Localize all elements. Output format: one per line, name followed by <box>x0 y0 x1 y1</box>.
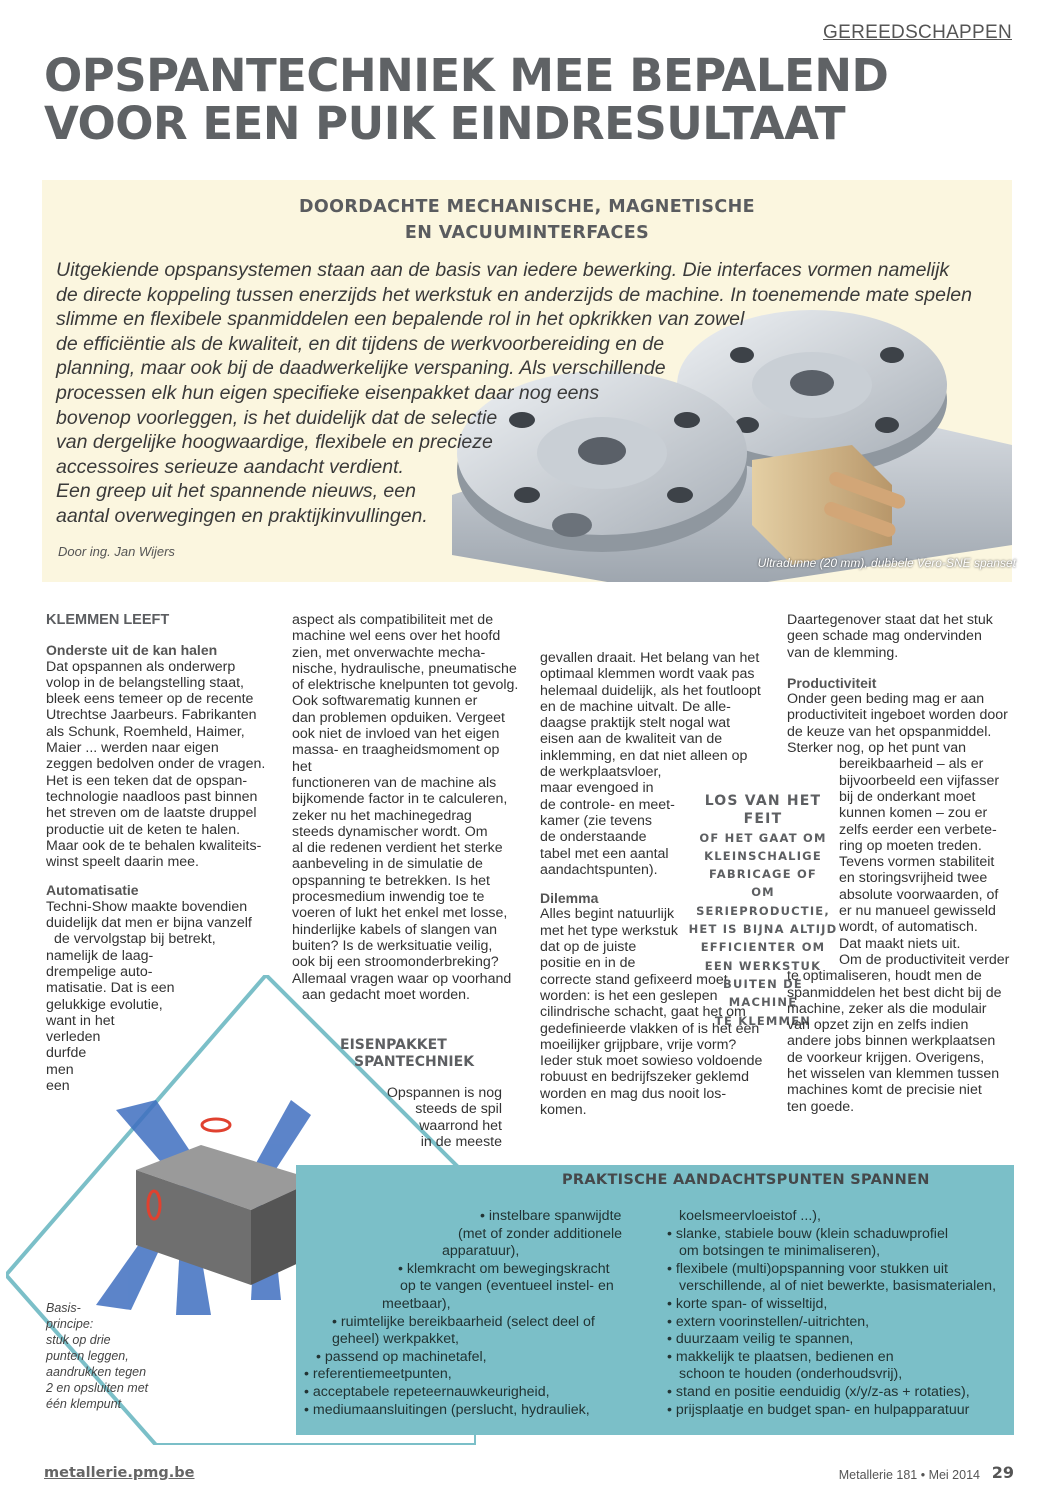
body-line: en de machine uitvalt. De alle- <box>540 698 731 715</box>
body-line: de werkplaatsvloer, <box>540 764 662 781</box>
body-line: ten goede. <box>787 1098 855 1115</box>
lead-line: accessoires serieuze aandacht verdient. <box>56 455 404 478</box>
body-line: dat op de juiste <box>540 939 637 956</box>
caption-line: één klempunt <box>46 1397 122 1411</box>
body-line: men <box>46 1061 74 1078</box>
body-line: zeggen bedolven onder de vragen. <box>46 756 266 773</box>
body-line: aanbeveling in de simulatie de <box>292 856 483 873</box>
body-line: gevallen draait. Het belang van het <box>540 650 760 666</box>
column-2 <box>292 612 522 1003</box>
body-line: namelijk de laag- <box>46 947 154 964</box>
checklist-item: meetbaar), <box>382 1295 451 1312</box>
body-line: steeds de spil <box>415 1101 502 1118</box>
body-line: procesmedium inwendig toe te <box>292 889 485 906</box>
subheading-dilemma: Dilemma <box>540 890 599 907</box>
body-line: machine, zeker als die modulair <box>787 1000 987 1017</box>
column-4 <box>787 612 1022 1115</box>
body-line: Maier ... werden naar eigen <box>46 740 219 757</box>
lead-line: de efficiëntie als de kwaliteit, en dit tijdens de werkvoorbereiding en de <box>56 332 665 355</box>
pull-quote-line: OF HET GAAT OM <box>699 830 827 845</box>
aandachtspunten-right <box>667 1208 1012 1419</box>
body-line: Ook softwarematig kunnen er <box>292 693 478 710</box>
subheading-automatisatie: Automatisatie <box>46 882 139 899</box>
checklist-item: (met of zonder additionele <box>458 1225 623 1242</box>
caption-line: aandrukken tegen <box>46 1365 147 1379</box>
body-line: kunnen komen – zou er <box>839 805 988 822</box>
body-line: al die redenen verdient het sterke <box>292 840 503 857</box>
body-line: want in het <box>46 1012 115 1029</box>
checklist-item: geheel) werkpakket, <box>332 1331 459 1348</box>
body-line: of elektrische knelpunten tot gevolg. <box>292 677 519 694</box>
body-line: positie en in de <box>540 955 636 972</box>
body-line: ook bij een stroomonderbreking? <box>292 954 499 971</box>
caption-line: principe: <box>46 1317 94 1331</box>
lead-line: slimme en flexibele spanmiddelen een bepalende rol in het opkrikken van zowel <box>56 308 745 331</box>
body-line: bij de onderkant moet <box>839 788 976 805</box>
intro-subtitle <box>42 194 1012 246</box>
checklist-item: • mediumaansluitingen (perslucht, hydrauliek, <box>304 1401 590 1418</box>
body-line: Sterker nog, op het punt van <box>787 740 967 757</box>
checklist-item: • korte span- of wisseltijd, <box>667 1295 828 1312</box>
body-line: de voorkeur krijgen. Overigens, <box>787 1049 985 1066</box>
body-line: tabel met een aantal <box>540 845 669 862</box>
body-line: aandachtspunten). <box>540 861 658 878</box>
body-line: matisatie. Dat is een <box>46 980 175 997</box>
body-line: in de meeste <box>420 1133 502 1150</box>
body-line: een <box>46 1078 70 1095</box>
body-line: spanmiddelen het best dicht bij de <box>787 984 1002 1001</box>
body-line: correcte stand gefixeerd moet <box>540 971 728 988</box>
pull-quote-line: TE KLEMMEN <box>714 1013 812 1028</box>
body-line: bijkomende factor in te calculeren, <box>292 791 508 808</box>
body-line: dan problemen opduiken. Vergeet <box>292 709 505 726</box>
checklist-item: • instelbare spanwijdte <box>480 1208 622 1224</box>
body-line: bereikbaarheid – als er <box>839 756 984 773</box>
body-line: bleek eens temeer op de recente <box>46 691 254 708</box>
body-line: Onder geen beding mag er aan <box>787 691 985 708</box>
body-line: inklemming, en dat niet alleen op <box>540 747 748 764</box>
body-line: cilindrische schacht, gaat het om <box>540 1004 746 1021</box>
footer-issue: Metallerie 181 • Mei 2014 <box>838 1468 980 1482</box>
lead-line: Een greep uit het spannende nieuws, een <box>56 480 416 503</box>
body-line: gedefinieerde vlakken of is het een <box>540 1020 760 1037</box>
body-line: geen schade mag ondervinden <box>787 628 982 645</box>
body-line: functioneren van de machine als <box>292 774 497 791</box>
checklist-item: apparatuur), <box>442 1243 520 1260</box>
body-line: Dat opspannen als onderwerp <box>46 658 236 675</box>
checklist-item: • ruimtelijke bereikbaarheid (select deel of <box>332 1313 595 1330</box>
lead-line: planning, maar ook bij de daadwerkelijke verspaning. Als verschillende <box>56 357 666 380</box>
body-line: maar evengoed in <box>540 780 654 797</box>
body-line: hinderlijke kabels of slangen van <box>292 921 498 938</box>
checklist-item: • acceptabele repeteernauwkeurigheid, <box>304 1383 550 1400</box>
body-line: eisen aan de kwaliteit van de <box>540 731 723 748</box>
body-line: volop in de belangstelling staat, <box>46 674 244 691</box>
body-line: steeds dynamischer wordt. Om <box>292 823 488 840</box>
checklist-item: koelsmeervloeistof ...), <box>679 1208 821 1224</box>
body-line: durfde <box>46 1045 87 1062</box>
body-line: met het type werkstuk <box>540 922 678 939</box>
caption-line: punten leggen, <box>46 1349 129 1363</box>
section-tag: GEREEDSCHAPPEN <box>823 22 1012 43</box>
body-line: Alles begint natuurlijk <box>540 906 675 923</box>
headline-line-2: VOOR EEN PUIK EINDRESULTAAT <box>44 97 846 150</box>
body-line: er nu manueel gewisseld <box>839 903 996 920</box>
body-line: wordt, of automatisch. <box>839 919 978 936</box>
checklist-item: om botsingen te minimaliseren), <box>679 1243 881 1260</box>
subheading-onderste: Onderste uit de kan halen <box>46 642 218 659</box>
body-line: machines komt de precisie niet <box>787 1082 982 1099</box>
body-line: duidelijk dat men er bijna vanzelf <box>46 915 252 932</box>
checklist-item: • slanke, stabiele bouw (klein schaduwprofiel <box>667 1225 948 1242</box>
body-line: Het is een teken dat de opspan- <box>46 772 248 789</box>
body-line: van opzet zijn en zelfs indien <box>787 1017 969 1034</box>
checklist-item: • makkelijk te plaatsen, bedienen en <box>667 1348 894 1365</box>
body-line: andere jobs binnen werkplaatsen <box>787 1033 996 1050</box>
body-line: worden: is het een geslepen <box>540 987 718 1004</box>
body-line: en storingsvrijheid twee <box>839 870 988 887</box>
intro-subtitle-line-2: EN VACUUMINTERFACES <box>404 223 650 243</box>
body-line: aan gedacht moet worden. <box>302 986 470 1003</box>
subheading-productiviteit: Productiviteit <box>787 674 877 691</box>
checklist-item: • passend op machinetafel, <box>316 1348 487 1365</box>
pull-quote-line: LOS VAN HET FEIT <box>704 793 822 828</box>
body-line: robuust en bedrijfszeker geklemd <box>540 1069 749 1086</box>
body-line: technologie naadloos past binnen <box>46 788 258 805</box>
body-line: productiviteit ingeboet worden door <box>787 707 1008 724</box>
body-line: optimaal klemmen wordt vaak pas <box>540 666 755 683</box>
body-line: het wisselen van klemmen tussen <box>787 1066 1000 1083</box>
body-line: ook niet de invloed van het eigen <box>292 726 500 743</box>
body-line: massa- en traagheidsmoment op het <box>292 742 500 775</box>
checklist-item: • referentiemeetpunten, <box>304 1366 452 1383</box>
body-line: zelfs eerder een verbete- <box>839 821 997 838</box>
body-line: waarrond het <box>419 1117 502 1134</box>
pull-quote-line: KLEINSCHALIGE <box>704 848 822 863</box>
body-line: opspanning te betrekken. Is het <box>292 872 490 889</box>
body-line: daagse praktijk stelt nogal wat <box>540 715 731 732</box>
checklist-item: schoon te houden (onderhoudsvrij), <box>679 1366 903 1383</box>
body-line: worden en mag dus nooit los- <box>540 1085 727 1102</box>
body-line: komen. <box>540 1102 587 1119</box>
lead-line: de directe koppeling tussen enerzijds het werkstuk en anderzijds de machine. In toenemende mate spelen <box>56 283 972 306</box>
body-line: Tevens vormen stabiliteit <box>839 854 995 871</box>
body-line: machine wel eens over het hoofd <box>292 628 501 645</box>
body-line: zeker nu het machinegedrag <box>292 807 472 824</box>
caption-line: 2 en opsluiten met <box>46 1381 149 1395</box>
body-line: absolute voorwaarden, of <box>839 886 999 903</box>
photo-caption: Ultradunne (20 mm), dubbele Vero-SNE spanset <box>757 556 1016 570</box>
pull-quote-line: OM SERIEPRODUCTIE, <box>696 885 830 918</box>
body-line: voeren of lukt het enkel met losse, <box>292 905 508 922</box>
intro-lead <box>56 258 976 529</box>
body-line: ring op moeten treden. <box>839 837 982 854</box>
pull-quote-line: HET IS BIJNA ALTIJD <box>688 922 838 937</box>
body-line: Om de productiviteit verder <box>839 951 1010 968</box>
body-line: de keuze van het opspanmiddel. <box>787 723 992 740</box>
body-line: zien, met onverwachte mecha- <box>292 644 486 661</box>
eisenpakket-title-1: EISENPAKKET <box>340 1037 447 1053</box>
body-line: buiten? Is de werksituatie veilig, <box>292 937 493 954</box>
diagram-caption <box>46 1300 176 1412</box>
body-line: winst speelt daarin mee. <box>46 854 199 871</box>
pull-quote-line: EFFICIENTER OM <box>700 940 826 955</box>
lead-line: processen elk hun eigen specifieke eisenpakket daar nog eens <box>56 381 600 404</box>
body-line: Ieder stuk moet sowieso voldoende <box>540 1053 763 1070</box>
caption-line: stuk op drie <box>46 1333 111 1347</box>
pull-quote-line: BUITEN DE MACHINE <box>723 976 803 1010</box>
headline-line-1: OPSPANTECHNIEK MEE BEPALEND <box>44 49 889 102</box>
checklist-item: • prijsplaatje en budget span- en hulpapparatuur <box>667 1401 970 1418</box>
body-line: drempelige auto- <box>46 963 153 980</box>
body-line: verleden <box>46 1029 101 1046</box>
body-line: kamer (zie tevens <box>540 812 652 829</box>
intro-box <box>42 180 1012 582</box>
section-heading-klemmen-leeft: KLEMMEN LEEFT <box>46 612 170 628</box>
lead-line: van dergelijke hoogwaardige, flexibele en precieze <box>56 431 493 454</box>
body-line: de onderstaande <box>540 829 647 846</box>
body-line: de vervolgstap bij betrekt, <box>54 931 216 948</box>
body-line: bijvoorbeeld een vijfasser <box>839 772 1000 789</box>
footer-url[interactable]: metallerie.pmg.be <box>44 1465 195 1481</box>
checklist-item: • flexibele (multi)opspanning voor stukken uit <box>667 1260 948 1277</box>
eisenpakket-title-2: SPANTECHNIEK <box>354 1054 475 1070</box>
pull-quote-line: EEN WERKSTUK <box>704 958 822 973</box>
body-line: te optimaliseren, houdt men de <box>787 968 982 985</box>
pull-quote-line: FABRICAGE OF <box>708 867 817 882</box>
body-line: nische, hydraulische, pneumatische <box>292 660 517 677</box>
body-line: Dat maakt niets uit. <box>839 935 961 952</box>
body-line: productie uit de keten te halen. <box>46 821 241 838</box>
body-line: het streven om de laatste druppel <box>46 805 257 822</box>
checklist-item: • stand en positie eenduidig (x/y/z-as + rotaties), <box>667 1383 970 1400</box>
body-line: als Schunk, Roemheld, Haimer, <box>46 723 245 740</box>
aandachtspunten-title: PRAKTISCHE AANDACHTSPUNTEN SPANNEN <box>562 1172 930 1188</box>
page-number: 29 <box>991 1463 1014 1482</box>
body-line: Daartegenover staat dat het stuk <box>787 612 993 628</box>
body-line: Allemaal vragen waar op voorhand <box>292 970 512 987</box>
byline: Door ing. Jan Wijers <box>58 544 175 559</box>
body-line: helemaal duidelijk, als het foutloopt <box>540 682 761 699</box>
intro-subtitle-line-1: DOORDACHTE MECHANISCHE, MAGNETISCHE <box>298 197 756 217</box>
checklist-item: verschillende, al of niet bewerkte, basismaterialen, <box>679 1278 997 1295</box>
headline <box>44 49 1024 150</box>
checklist-item: • duurzaam veilig te spannen, <box>667 1331 854 1348</box>
checklist-item: • klemkracht om bewegingskracht <box>398 1260 610 1277</box>
body-line: van de klemming. <box>787 644 899 661</box>
body-line: gelukkige evolutie, <box>46 996 163 1013</box>
lead-line: aantal overwegingen en praktijkinvullingen. <box>56 504 428 527</box>
body-line: Utrechtse Jaarbeurs. Fabrikanten <box>46 707 257 724</box>
checklist-item: op te vangen (eventueel instel- en <box>400 1278 614 1295</box>
caption-line: Basis- <box>46 1301 81 1315</box>
body-line: aspect als compatibiliteit met de <box>292 612 494 628</box>
lead-line: bovenop voorleggen, is het duidelijk dat de selectie <box>56 406 498 429</box>
body-line: de controle- en meet- <box>540 796 675 813</box>
aandachtspunten-left <box>300 1208 640 1419</box>
body-line: Techni-Show maakte bovendien <box>46 898 248 915</box>
body-line: Maar ook de te behalen kwaliteits- <box>46 837 262 854</box>
eisenpakket-body <box>360 1085 502 1150</box>
checklist-item: • extern voorinstellen/-uitrichten, <box>667 1313 870 1330</box>
lead-line: Uitgekiende opspansystemen staan aan de basis van iedere bewerking. Die interfaces vormen namelijk <box>56 259 950 281</box>
eisenpakket-heading <box>340 1037 474 1071</box>
body-line: moeilijker grijpbare, vrije vorm? <box>540 1036 737 1053</box>
body-line: Opspannen is nog <box>386 1085 502 1101</box>
